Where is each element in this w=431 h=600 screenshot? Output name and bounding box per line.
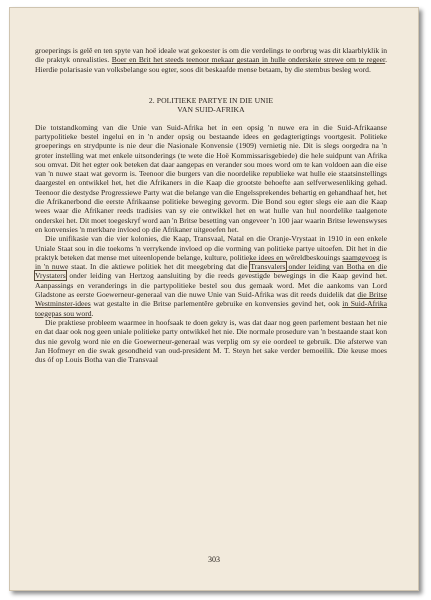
paragraph-2-text: onder leiding van Hertzog aansluiting by die reeds gevestigde bewegings in die Kaap gevind het. Aanpassings en veranderings in die partypolitieke bestel sou dus gemaak word. Met die aankoms van Lord Gladstone as eerste Goewerneur-generaal van die nuwe Unie van Suid-Afrika was dit reeds duidelik dat bbox=[35, 271, 387, 300]
paragraph-1: Die totstandkoming van die Unie van Suid-Afrika het in een opsig 'n nuwe era in die Suid-Afrikaanse partypolitieke bestel ingelui en in 'n ander opsig ou bestaande idees en gedagterigtings voortgesit. Politieke groeperings en strydpunte is nie deur die Nasionale Konvensie (1909) vernietig nie. Dit is slegs oorgedra na 'n groter instelling wat met enkele uitsonderings (te wete die Hoë Kommissarisgebiede) die hele suidpunt van Afrika sou omvat. Dit het egter ook beteken dat daar aangepas en verander sou moes word om te kan voldoen aan die eise van 'n nuwe staat wat gevorm is. Teenoor die burgers van die noordelike republieke wat hulle eie staatsinstellings daargestel en ontwikkel het, het die Afrikaners in die Kaap die grootste behoefte aan selfverwesenliking gehad. Teenoor die destydse Progressiewe Party wat die belange van die Engelssprekendes behartig en gehandhaaf het, het die Afrikanerbond die eerste Afrikaanse politieke beweging gevorm. Die Bond sou egter slegs eie aan die Kaap wees waar die Afrikaner reeds tradisies van sy eie ontwikkel het en wat hulle van hul noordelike taalgenote onderskei het. Dit moet toegeskryf word aan 'n Britse besetting van ongeveer 'n 100 jaar waarin Britse lewenswyses en konvensies 'n merkbare invloed op die Afrikaner uitgeoefen het. bbox=[35, 122, 387, 234]
underlined-passage: in Suid-Afrika toegepas sou word bbox=[35, 299, 387, 318]
book-page bbox=[9, 7, 419, 591]
page-body bbox=[35, 46, 387, 364]
section-heading bbox=[35, 96, 387, 115]
paragraph-2-text: is in 'n nuwe staat. In die aktiewe politiek het dit meegebring dat die bbox=[35, 252, 387, 272]
section-heading-line-1: 2. POLITIEKE PARTYE IN DIE UNIE bbox=[148, 95, 274, 105]
boxed-word-transvalers: Transvalers bbox=[250, 262, 286, 272]
underlined-word: saamgevoeg bbox=[342, 252, 380, 262]
section-heading-line-2: VAN SUID-AFRIKA bbox=[177, 105, 245, 115]
underlined-passage: die Britse Westminster-idees bbox=[35, 290, 387, 309]
intro-paragraph bbox=[35, 46, 387, 74]
paragraph-2 bbox=[35, 234, 387, 318]
paragraph-3: Die praktiese probleem waarmee in hoofsaak te doen gekry is, was dat daar nog geen parlement bestaan het nie en dat daar ook nog geen uniale politieke party ontwikkel het nie. Die normale prosedure van 'n bestaande staat kon dus nie gevolg word nie en die Goewerneur-generaal was verplig om sy eie oordeel te gebruik. Die afsterwe van Jan Hofmeyr en die swak gesondheid van oud-president M. T. Steyn het sake verder bemoeilik. Die keuse moes dus óf op Louis Botha van die Transvaal bbox=[35, 317, 387, 365]
intro-text-end: . Hierdie polarisasie van volksbelange sou egter, soos dit beskaafde mense betaam, by die stembus besleg word. bbox=[35, 55, 387, 74]
boxed-word-vrystaters: Vrystaters bbox=[35, 271, 66, 281]
paragraph-2-text: Die unifikasie van die vier kolonies, die Kaap, Transvaal, Natal en die Oranje-Vrystaat in 1910 in een enkele Uniale Staat sou in die toekoms 'n verrykende invloed op die vorming van politieke partye uitoefen. Dit het in die praktyk beteken dat mense met uiteenlopende belange, kulture, politieke idees en wêreldbeskouings bbox=[35, 234, 387, 262]
paragraph-2-text: wat gestalte in die Britse parlementêre gebruike en konvensies gevind het, ook bbox=[90, 299, 343, 309]
intro-text: groeperings is gelê en ten spyte van hoë ideale wat gekoester is om die verdelings te oorbrug was dit klaarblyklik in die praktyk onrealisties. bbox=[35, 46, 387, 65]
page-number: 303 bbox=[208, 555, 220, 564]
underlined-passage: onder leiding van Botha en die bbox=[285, 262, 388, 272]
paragraph-2-text: . bbox=[91, 308, 94, 318]
underlined-passage: Boer en Brit het steeds teenoor mekaar gestaan in hulle onderskeie strewe om te regeer bbox=[111, 55, 386, 65]
